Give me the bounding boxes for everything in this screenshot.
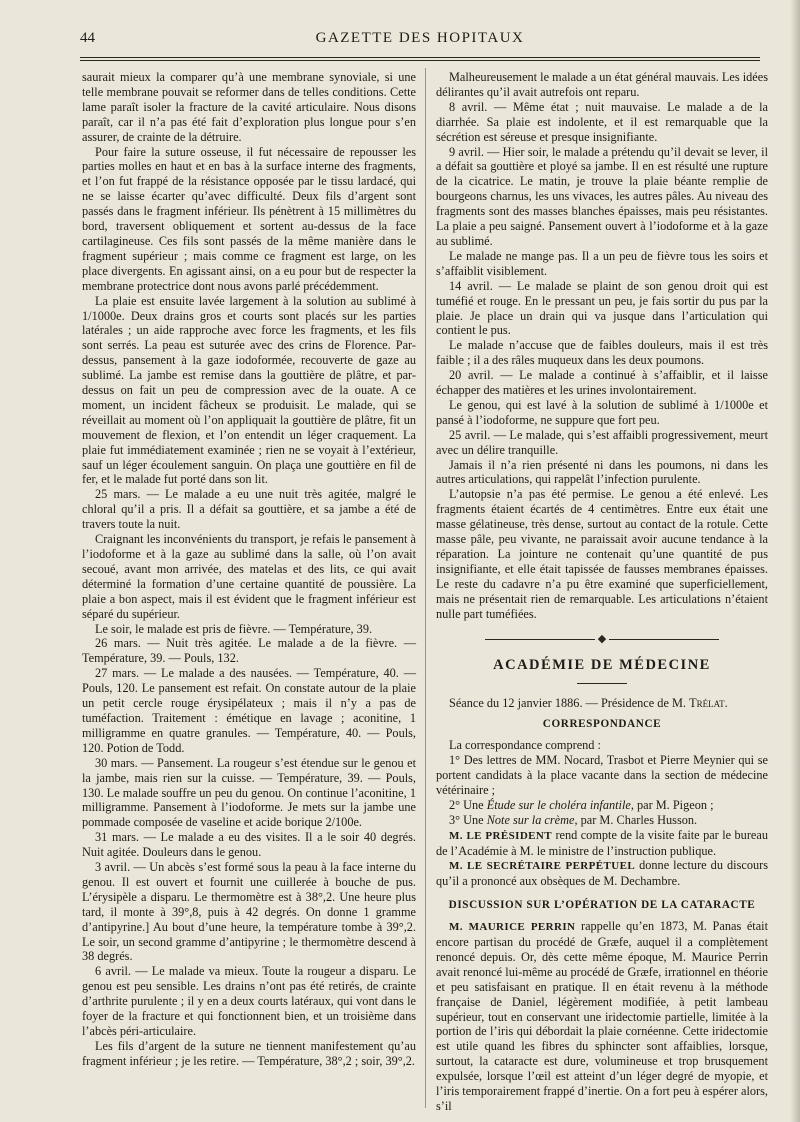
paragraph: 9 avril. — Hier soir, le malade a prétendu qu’il devait se lever, il a défait sa gouttière et ployé sa jambe. Il en est résulté une rupture de la cicatrice. Le matin, je trouve la plaie béante remplie de bourgeons charnus, les uns vivaces, les autres pâles. Au niveau des fragments sont des masses blanches épaisses, mais peu résistantes. La plaie a peu saigné. Pansement ouvert à l’iodoforme et à la gaze au sublimé. [436, 144, 768, 248]
correspondance-item: 1° Des lettres de MM. Nocard, Trasbot et Pierre Meynier qui se portent candidats à la place vacante dans la section de médecine vétérinaire ; [436, 753, 768, 797]
paragraph: 31 mars. — Le malade a eu des visites. Il a le soir 40 degrés. Nuit agitée. Douleurs dans le genou. [82, 830, 416, 860]
right-column [436, 70, 768, 1114]
paragraph: Craignant les inconvénients du transport, je refais le pansement à l’iodoforme et à la gaze au sublimé dans la salle, où l’on avait secoué, avant mon arrivée, des matelas et des lits, ce qui avait déterminé la formation d’une certaine quantité de poussière. La plaie a bon aspect, mais il est évident que le fragment inférieur est séparé du supérieur. [82, 532, 416, 621]
paragraph: 6 avril. — Le malade va mieux. Toute la rougeur a disparu. Le genou est peu sensible. Les drains n’ont pas été retirés, de crainte d’arthrite purulente ; il y en a deux courts latéraux, qui vont dans le foyer de la fracture et qui fonctionnent bien, et un troisième dans l’abcès péri-articulaire. [82, 964, 416, 1038]
page-header [80, 30, 760, 52]
paragraph: Le malade n’accuse que de faibles douleurs, mais il est très faible ; il a des râles muqueux dans les deux poumons. [436, 338, 768, 368]
president-paragraph: M. LE PRÉSIDENT rend compte de la visite faite par le bureau de l’Académie à M. le ministre de l’instruction publique. [436, 827, 768, 858]
paragraph: La plaie est ensuite lavée largement à la solution au sublimé à 1/1000e. Deux drains gros et courts sont placés sur les parties latérales ; un aide rapproche avec force les fragments, et les fils sont serrés. La peau est suturée avec des crins de Florence. Par-dessus, pansement à la gaze iodoformée, recouverte de gaze au sublimé. La jambe est remise dans la gouttière de plâtre, et par-dessus on fait un peu de compression avec de la ouate. A ce moment, un incident fâcheux se produisit. Le malade, qui se réveillait au moment où l’on appliquait la gouttière de plâtre, fit un mouvement de flexion, et l’on entendit un léger craquement. La plaie fut immédiatement examinée ; rien ne se voyait à l’extérieur, sauf un léger écoulement sanguin. On plaça une gouttière en fil de fer, et le malade fut porté dans son lit. [82, 293, 416, 487]
paragraph: 25 avril. — Le malade, qui s’est affaibli progressivement, meurt avec un délire tranquille. [436, 427, 768, 457]
session-president: Trélat [689, 696, 725, 711]
perrin-paragraph: M. MAURICE PERRIN rappelle qu’en 1873, M. Panas était encore partisan du procédé de Græfe, auquel il a complètement renoncé depuis. Or, dès cette même époque, M. Maurice Perrin avait renoncé lui-même au procédé de Græfe, irrationnel en théorie et peu satisfaisant en pratique. Il en était revenu à la méthode française de Daniel, légèrement modifiée, à petit lambeau supérieur, tout en conservant une iridectomie partielle, limitée à la portion de l’iris qui débordait la plaie cornéenne. Cette iridectomie est utile quand les fibres du sphincter sont affaiblies, lorsque, surtout, la cataracte est dure, volumineuse et trop brusquement expulsée, lorsque l’œil est atteint d’un léger degré de myopie, et l’iris temporairement frappé d’inertie. On a fort peu à espérer alors, s’il [436, 919, 768, 1113]
paragraph: 3 avril. — Un abcès s’est formé sous la peau à la face interne du genou. Il est ouvert et fournit une cuillerée à bouche de pus. L’érysipèle a disparu. Le thermomètre est à 38°,2. Une heure plus tard, il monte à 39°,8, puis à 42 degrés. On donne 1 gramme d’antipyrine.] Au bout d’une heure, la température tombe à 39°,2. Le soir, un second gramme d’antipyrine ; le thermomètre descend à 38 degrés. [82, 860, 416, 964]
subtitle-correspondance: CORRESPONDANCE [542, 718, 662, 731]
header-rule-bottom [80, 60, 760, 61]
page-edge-shadow [790, 0, 800, 1122]
paragraph: 14 avril. — Le malade se plaint de son genou droit qui est tuméfié et rouge. En le pressant un peu, je fais sortir du pus par la plaie. Je place un drain qui va jusque dans l’articulation qui contient le pus. [436, 278, 768, 338]
subtitle-discussion: DISCUSSION SUR L’OPÉRATION DE LA CATARACTE [448, 899, 756, 912]
left-column [82, 70, 416, 1069]
correspondance-item: 3° Une Note sur la crème, par M. Charles Husson. [449, 812, 698, 827]
paragraph: Le malade ne mange pas. Il a un peu de fièvre tous les soirs et s’affaiblit visiblement. [436, 248, 768, 278]
section-ornament: ◆ [436, 632, 768, 647]
speaker-name: M. LE SECRÉTAIRE PERPÉTUEL [449, 860, 636, 873]
section-title: ACADÉMIE DE MÉDECINE [493, 657, 711, 674]
speaker-name: M. MAURICE PERRIN [449, 921, 576, 934]
page-number: 44 [80, 30, 95, 46]
paragraph: 25 mars. — Le malade a eu une nuit très agitée, malgré le chloral qu’il a pris. Il a défait sa gouttière, et sa jambe a été de travers toute la nuit. [82, 487, 416, 532]
paragraph: 8 avril. — Même état ; nuit mauvaise. Le malade a de la diarrhée. Sa plaie est indolente, et il est remarquable que la sécrétion est séreuse et presque insignifiante. [436, 99, 768, 144]
correspondance-item: 2° Une Étude sur le choléra infantile, par M. Pigeon ; [449, 797, 714, 812]
paragraph: Jamais il n’a rien présenté ni dans les poumons, ni dans les autres articulations, qui rappelât l’infection purulente. [436, 457, 768, 487]
paragraph: 27 mars. — Le malade a des nausées. — Température, 40. — Pouls, 120. Le pansement est refait. On constate autour de la plaie un petit cercle rouge érysipélateux ; mais il n’y a pas de tuméfaction. Traitement : émétique en lavage ; aconitine, 1 milligramme en quatre granules. — Température, 40. — Pouls, 120. Potion de Todd. [82, 666, 416, 755]
paragraph: Pour faire la suture osseuse, il fut nécessaire de repousser les parties molles en haut et en bas à la surface interne des fragments, et l’on fut frappé de la résistance opposée par le tissu lardacé, qui ne se laisse écarter qu’avec difficulté. Deux fils d’argent sont passés dans le fragment inférieur. Ils pénètrent à 15 millimètres du bord, traversent obliquement et sortent au-dessus de la face cartilagineuse. Ces fils sont passés de la même manière dans le fragment supérieur ; mais comme ce fragment est large, on les place divergents. En agissant ainsi, on a eu pour but de respecter la membrane protectrice dont nous avons parlé précédemment. [82, 144, 416, 293]
paragraph: 26 mars. — Nuit très agitée. Le malade a de la fièvre. — Température, 39. — Pouls, 132. [82, 636, 416, 666]
paragraph: Le soir, le malade est pris de fièvre. — Température, 39. [95, 621, 373, 636]
paragraph: Les fils d’argent de la suture ne tiennent manifestement qu’au fragment inférieur ; je les retire. — Température, 38°,2 ; soir, 39°,2. [82, 1038, 416, 1068]
paragraph: saurait mieux la comparer qu’à une membrane synoviale, si une telle membrane pouvait se reformer dans de telles conditions. Cette lame paraît isoler la fracture de la cavité articulaire. Nous disons paraît, car il n’a pas été fait d’exploration plus longue pour s’en assurer, de crainte de la détruire. [82, 70, 416, 144]
section-rule [577, 683, 627, 684]
speaker-name: M. LE PRÉSIDENT [449, 829, 552, 842]
paragraph: Le genou, qui est lavé à la solution de sublimé à 1/1000e et pansé à l’iodoforme, ne suppure que fort peu. [436, 397, 768, 427]
header-rule-top [80, 57, 760, 58]
session-line: Séance du 12 janvier 1886. — Présidence de M. Trélat. [449, 696, 728, 711]
secretary-paragraph: M. LE SECRÉTAIRE PERPÉTUEL donne lecture du discours qu’il a prononcé aux obsèques de M. Dechambre. [436, 858, 768, 889]
journal-title: GAZETTE DES HOPITAUX [315, 30, 525, 46]
paragraph: 30 mars. — Pansement. La rougeur s’est étendue sur le genou et la jambe, mais rien sur la cuisse. — Température, 39. — Pouls, 130. Le malade souffre un peu du genou. On continue l’aconitine, 1 milligramme. Pansement à l’iodoforme. Je mets sur la jambe une pommade composée de vaseline et acide borique 2/100e. [82, 755, 416, 830]
paragraph: 20 avril. — Le malade a continué à s’affaiblir, et il laisse échapper des matières et les urines involontairement. [436, 368, 768, 398]
paragraph: Malheureusement le malade a un état général mauvais. Les idées délirantes qu’il avait autrefois ont reparu. [436, 70, 768, 99]
paragraph: L’autopsie n’a pas été permise. Le genou a été enlevé. Les fragments étaient écartés de 4 centimètres. Entre eux était une masse gélatineuse, très dense, surtout au contact de la rotule. Cette masse pâle, peu vivante, ne paraissait avoir aucune tendance à la réparation. La jointure ne contenait qu’une quantité de pus insignifiante, et elle était tapissée de fausses membranes épaisses. Le reste du cadavre n’a pu être examiné que superficiellement, mais ne présentait rien de remarquable. Les articulations n’étaient nulle part tuméfiées. [436, 487, 768, 621]
column-divider [425, 68, 426, 1108]
paragraph: La correspondance comprend : [449, 738, 601, 753]
